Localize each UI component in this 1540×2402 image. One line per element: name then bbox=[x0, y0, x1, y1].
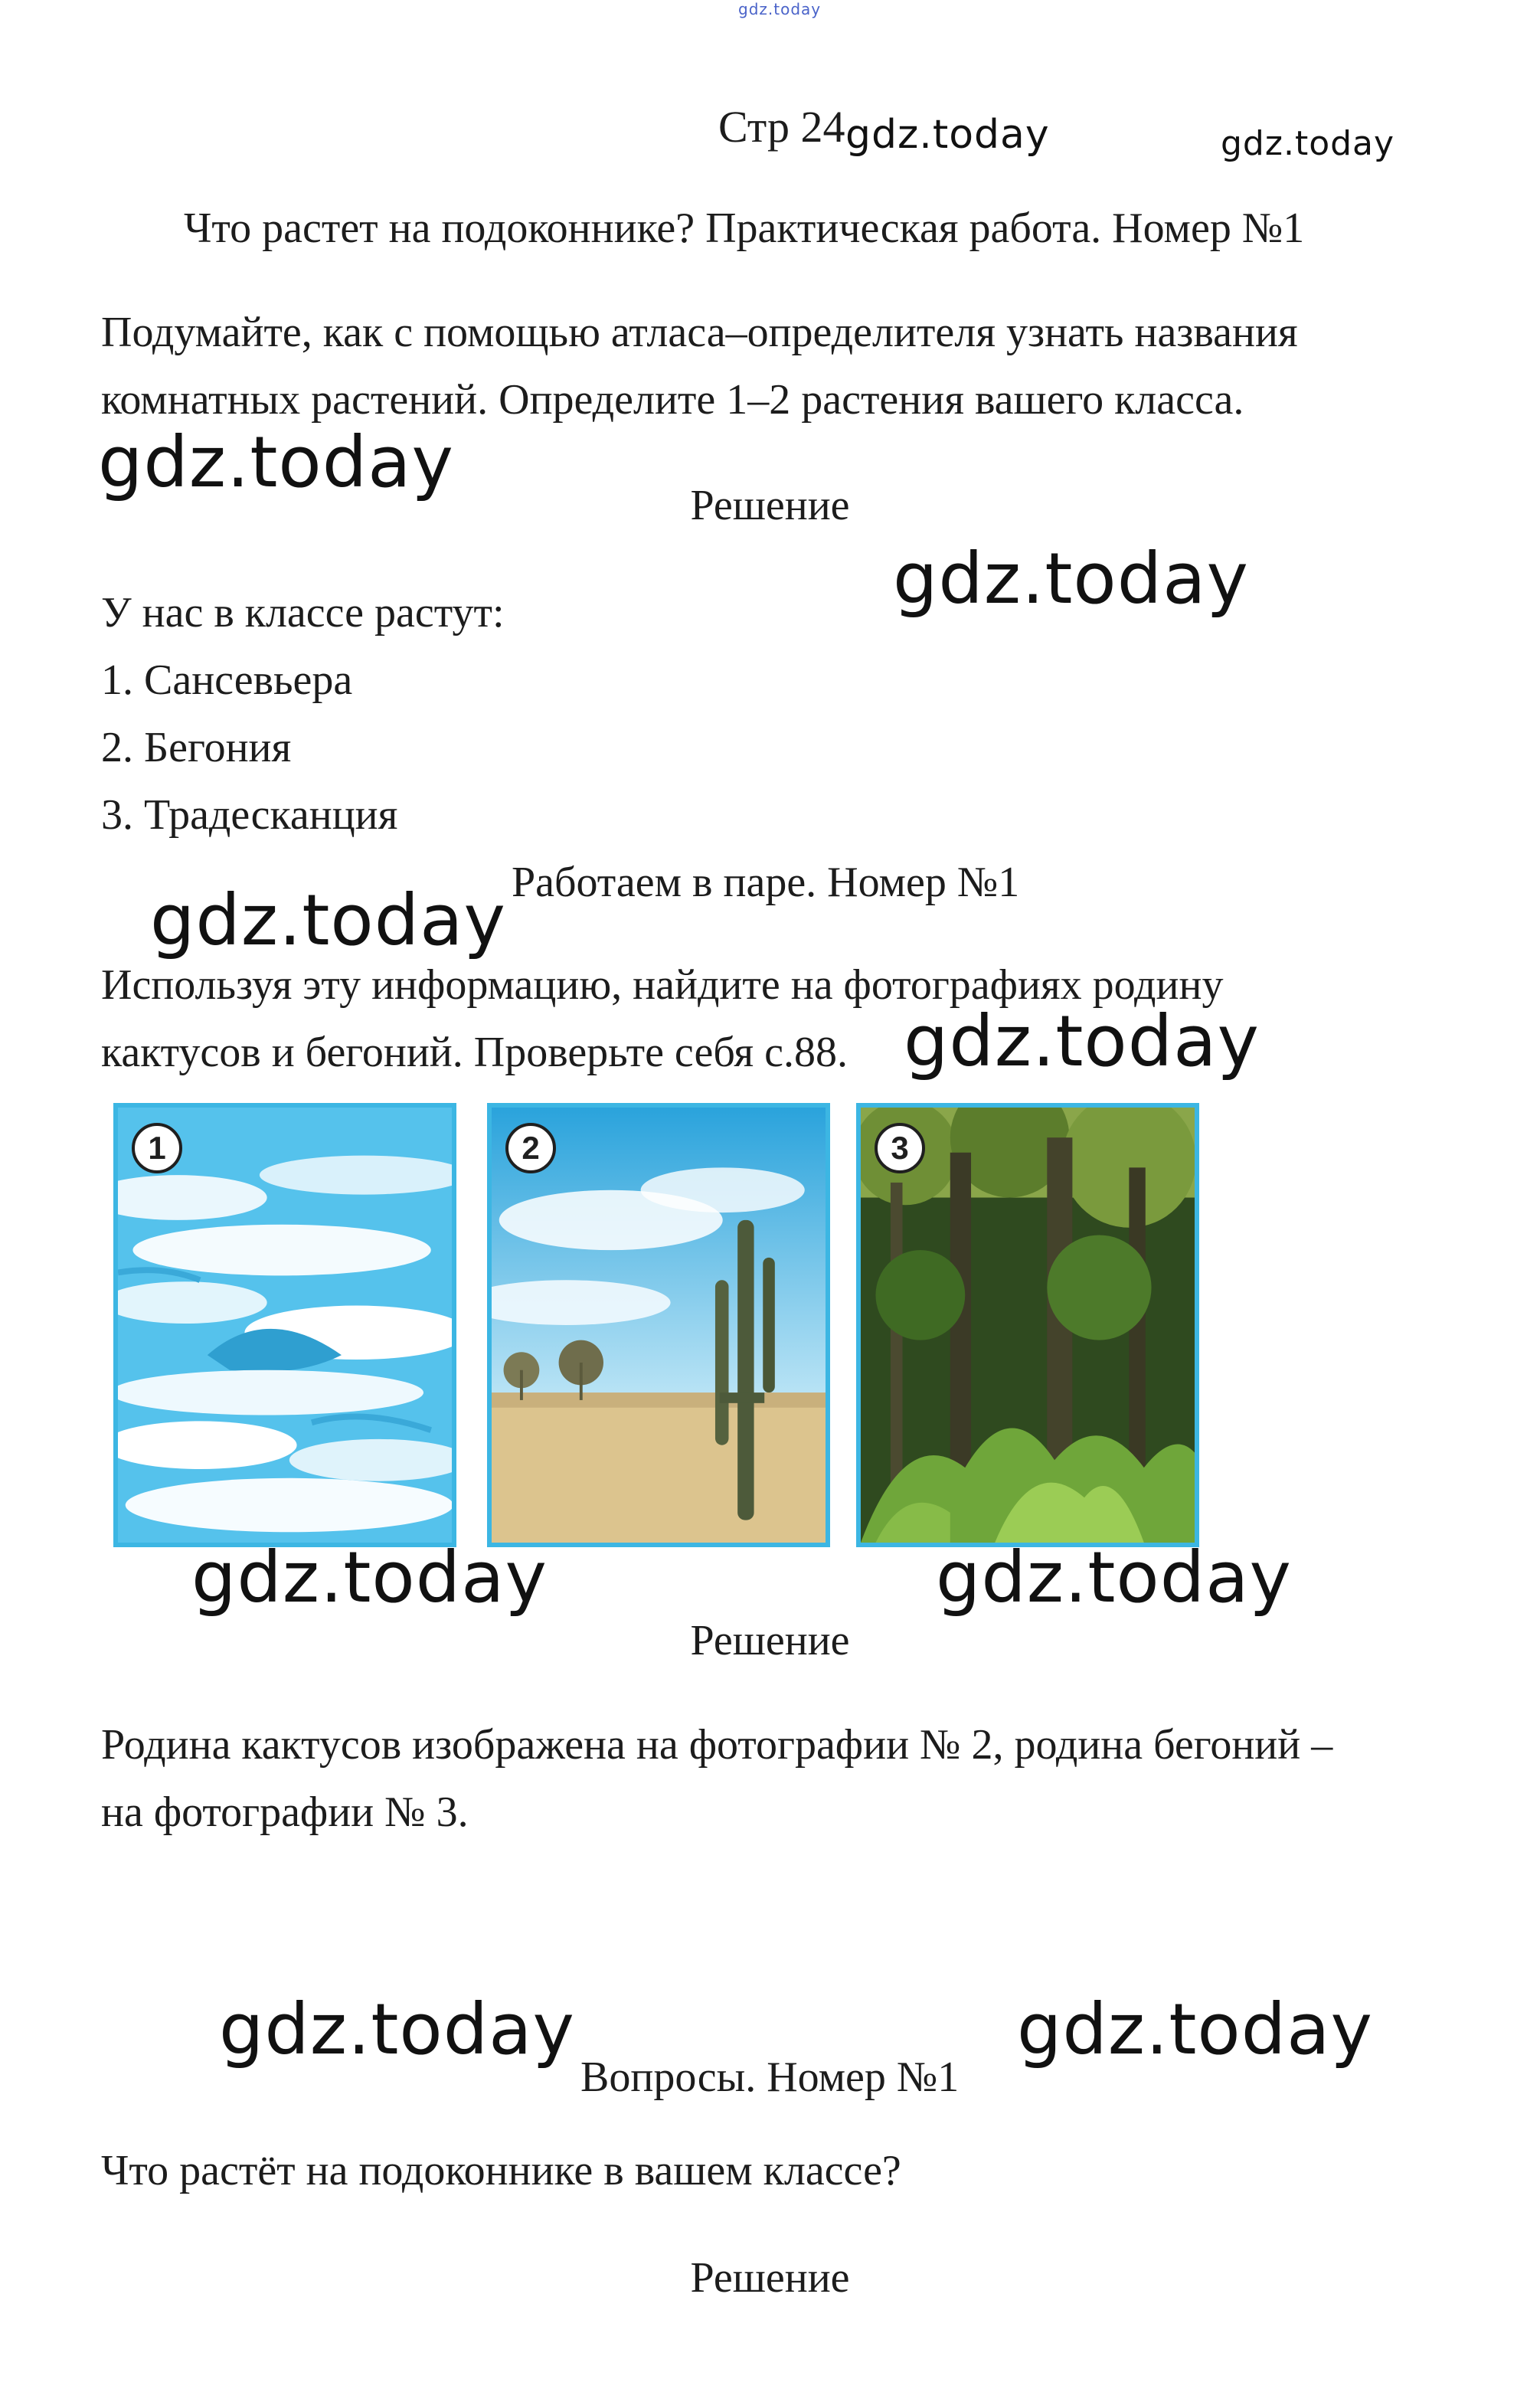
watermark-left-4: gdz.today bbox=[219, 1988, 575, 2070]
section1-task-line1: Подумайте, как с помощью атласа–определителя узнать названия bbox=[101, 309, 1298, 356]
photo-desert-cactus bbox=[487, 1103, 830, 1547]
arctic-ice-image bbox=[118, 1108, 452, 1543]
photo-arctic-ice bbox=[113, 1103, 456, 1547]
desert-cactus-image bbox=[492, 1108, 826, 1543]
section3-solution-label: Решение bbox=[690, 2254, 850, 2302]
watermark-left-1: gdz.today bbox=[98, 421, 454, 503]
section1-solution-label: Решение bbox=[690, 482, 850, 529]
plant-list-item-2: 2. Бегония bbox=[101, 724, 292, 771]
watermark-right-3: gdz.today bbox=[936, 1536, 1292, 1618]
photo-number-badge-3: 3 bbox=[875, 1123, 925, 1173]
section1-title: Что растет на подоконнике? Практическая работа. Номер №1 bbox=[184, 205, 1305, 252]
tropical-forest-image bbox=[861, 1108, 1195, 1543]
section2-task-line1: Используя эту информацию, найдите на фотографиях родину bbox=[101, 961, 1224, 1009]
plant-list-item-1: 1. Сансевьера bbox=[101, 656, 353, 704]
section2-task-line2: кактусов и бегоний. Проверьте себя с.88. bbox=[101, 1029, 848, 1076]
photo-number-badge-2: 2 bbox=[505, 1123, 556, 1173]
section3-title: Вопросы. Номер №1 bbox=[580, 2053, 960, 2101]
watermark-header-2: gdz.today bbox=[1221, 124, 1395, 163]
watermark-header-1: gdz.today bbox=[845, 112, 1050, 158]
watermark-right-2: gdz.today bbox=[904, 1000, 1260, 1082]
section2-title: Работаем в паре. Номер №1 bbox=[512, 859, 1020, 906]
section1-answer-intro: У нас в классе растут: bbox=[101, 589, 505, 636]
watermark-right-1: gdz.today bbox=[893, 538, 1249, 620]
photo-tropical-forest bbox=[856, 1103, 1199, 1547]
watermark-right-4: gdz.today bbox=[1017, 1988, 1373, 2070]
watermark-top-small: gdz.today bbox=[738, 0, 822, 18]
watermark-left-3: gdz.today bbox=[191, 1536, 548, 1618]
plant-list-item-3: 3. Традесканция bbox=[101, 791, 398, 839]
section2-answer-line2: на фотографии № 3. bbox=[101, 1788, 469, 1836]
photo-number-badge-1: 1 bbox=[132, 1123, 182, 1173]
section1-task-line2: комнатных растений. Определите 1–2 растения вашего класса. bbox=[101, 376, 1244, 424]
page-number-label: Стр 24 bbox=[718, 102, 845, 152]
section2-answer-line1: Родина кактусов изображена на фотографии № 2, родина бегоний – bbox=[101, 1721, 1333, 1769]
section3-question: Что растёт на подоконнике в вашем классе? bbox=[101, 2147, 901, 2194]
section2-solution-label: Решение bbox=[690, 1617, 850, 1664]
watermark-left-2: gdz.today bbox=[150, 879, 506, 961]
